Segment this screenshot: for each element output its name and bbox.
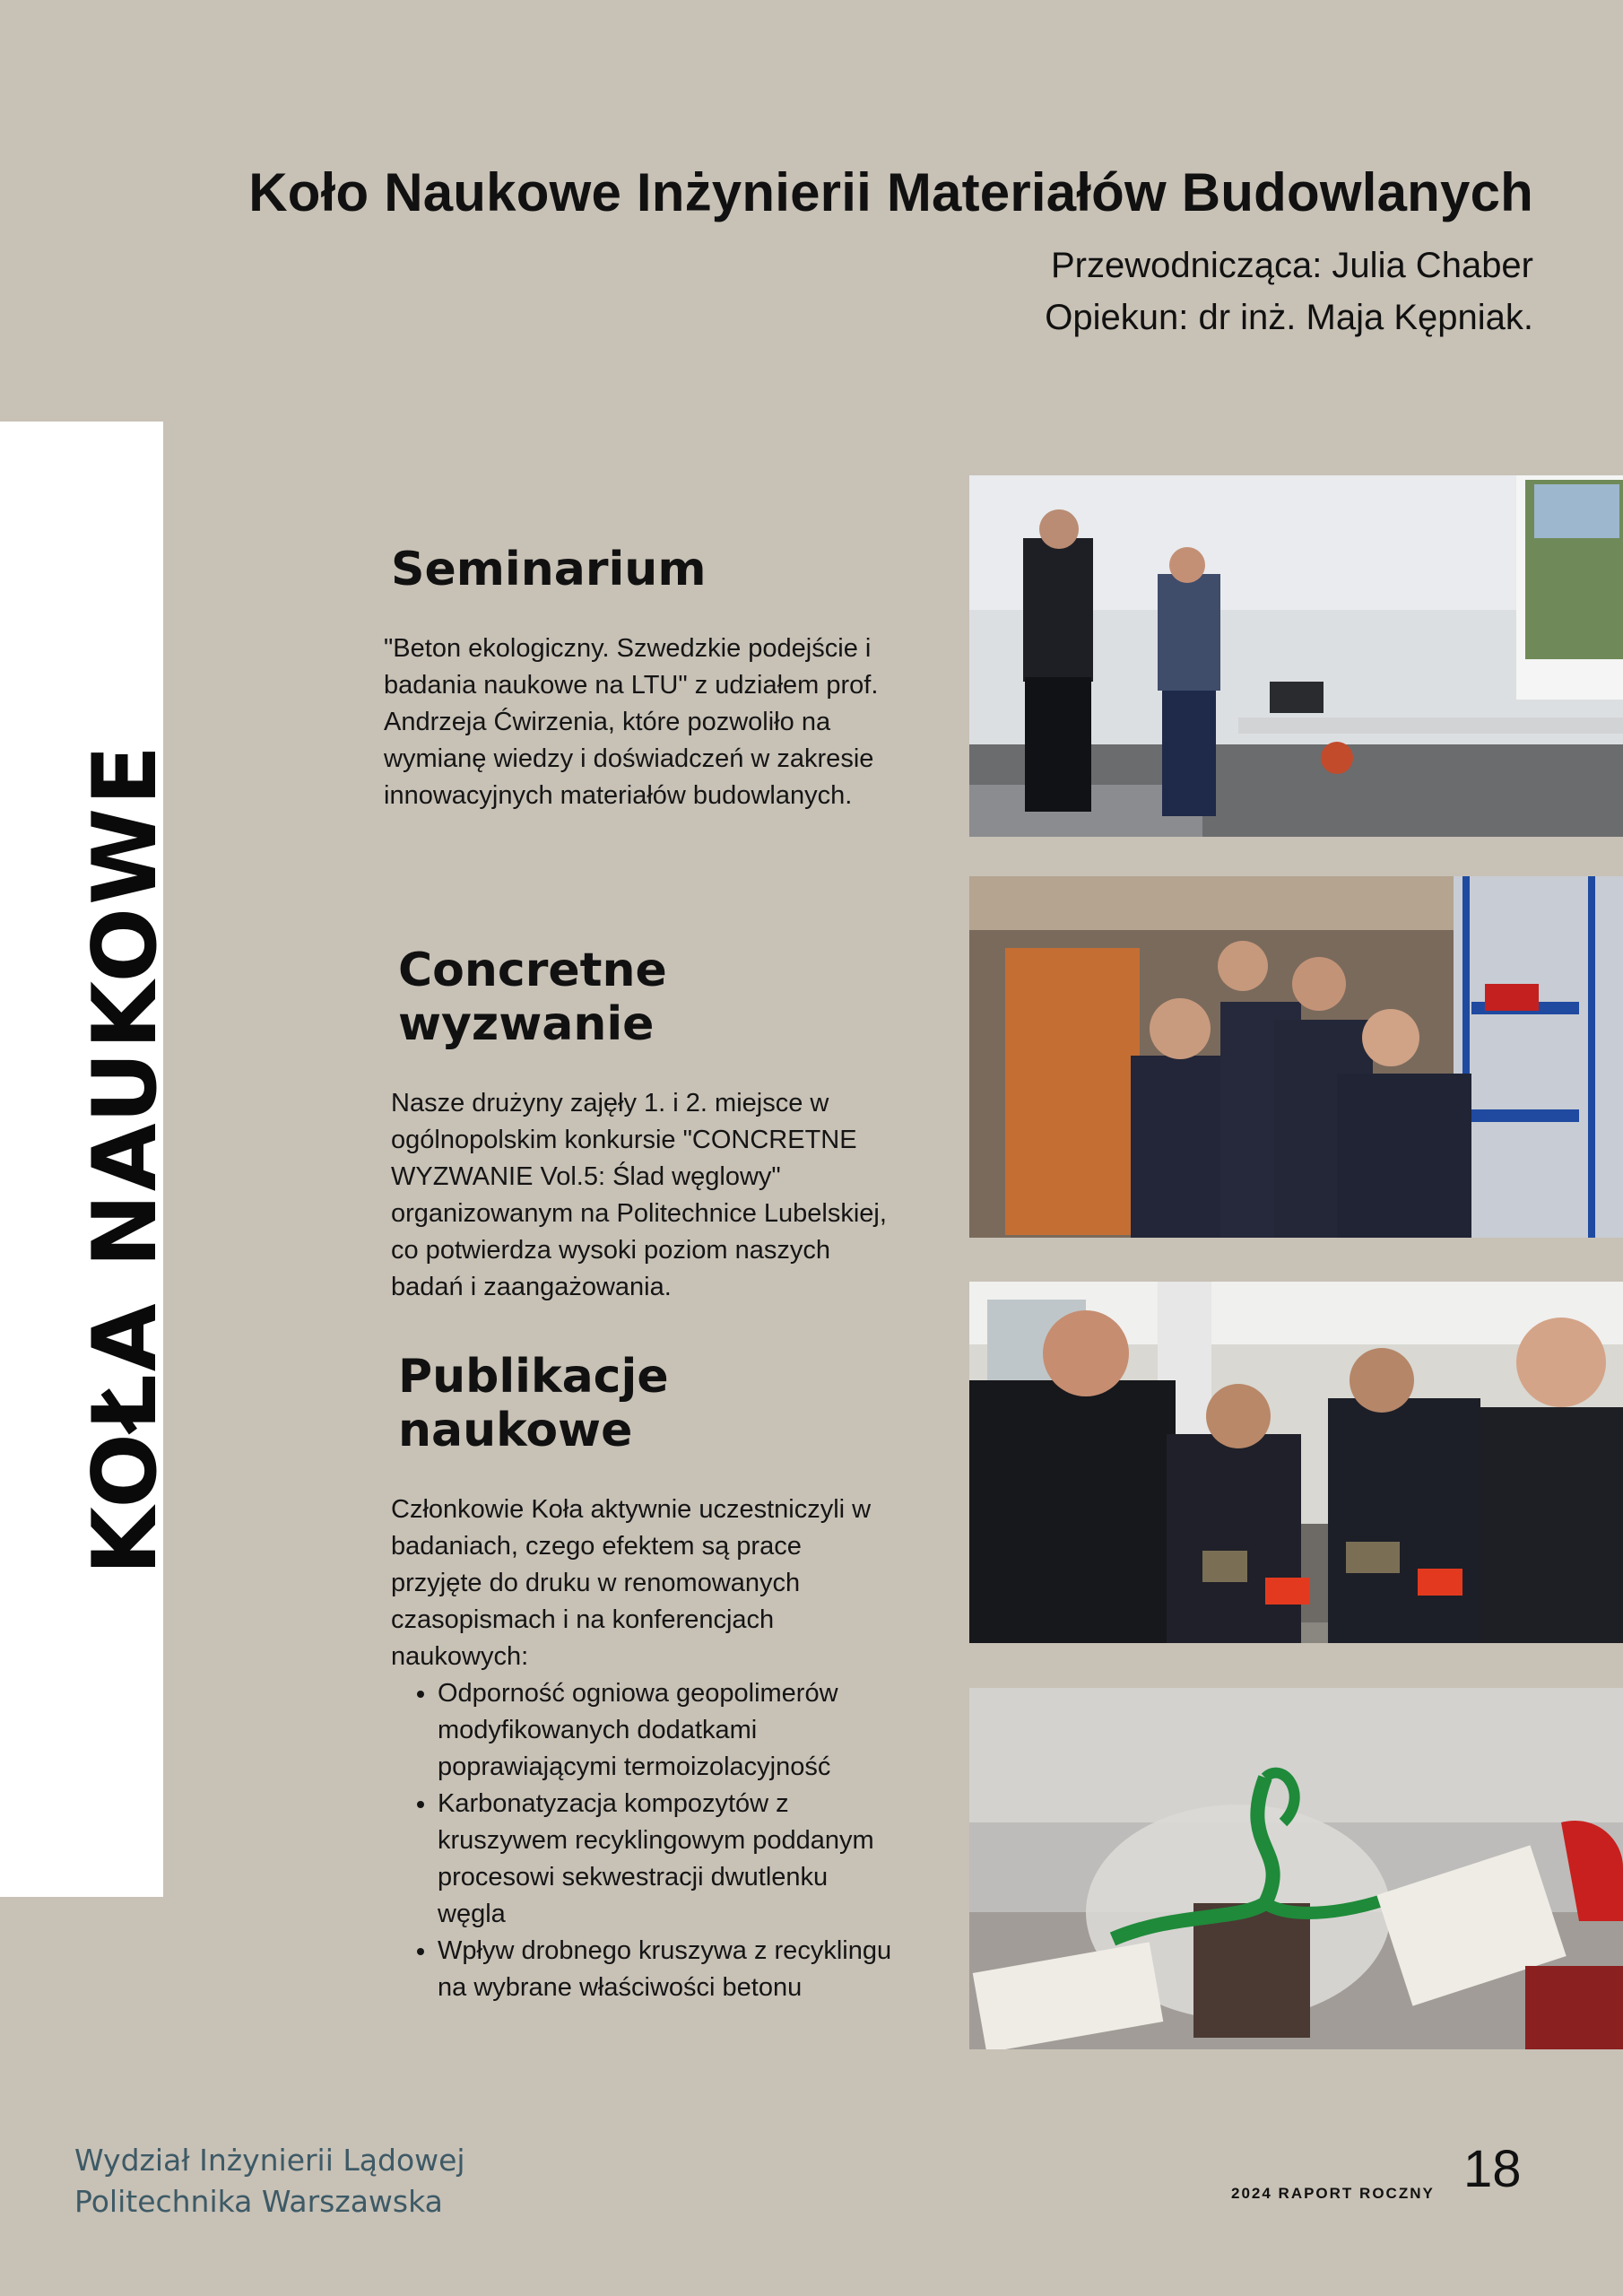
seminar-photo xyxy=(969,475,1623,837)
lab-photo xyxy=(969,1282,1623,1643)
section-seminar xyxy=(384,543,886,814)
report-label: 2024 RAPORT ROCZNY xyxy=(1231,2185,1435,2202)
supervisor-line: Opiekun: dr inż. Maja Kępniak. xyxy=(1045,298,1533,337)
vertical-section-title: KOŁA NAUKOWE xyxy=(74,742,177,1576)
list-item: • Odporność ogniowa geopolimerów modyfikowanych dodatkami poprawiającymi termoizolacyjność xyxy=(438,1675,893,1786)
gifts-photo xyxy=(969,1688,1623,2049)
section-body: "Beton ekologiczny. Szwedzkie podejście i badania naukowe na LTU" z udziałem prof. Andrzeja Ćwirzenia, które pozwoliło na wymianę wiedzy i doświadczeń w zakresie innowacyjnych materiałów budowlanych. xyxy=(384,634,879,810)
section-title: Publikacje naukowe xyxy=(398,1350,669,1457)
team-photo xyxy=(969,876,1623,1238)
page-title: Koło Naukowe Inżynierii Materiałów Budowlanych xyxy=(248,162,1533,222)
university-name: Politechnika Warszawska xyxy=(74,2184,443,2219)
section-publications xyxy=(391,1350,893,2006)
page-header xyxy=(248,161,1533,344)
section-title: Concretne wyzwanie xyxy=(398,944,667,1051)
section-body: Członkowie Koła aktywnie uczestniczyli w badaniach, czego efektem są prace przyjęte do druku w renomowanych czasopismach i na konferencjach naukowych: xyxy=(391,1495,872,1671)
section-body: Nasze drużyny zajęły 1. i 2. miejsce w ogólnopolskim konkursie "CONCRETNE WYZWANIE Vol.5: Ślad węglowy" organizowanym na Politechnice Lubelskiej, co potwierdza wysoki poziom naszych badań i zaangażowania. xyxy=(391,1089,887,1301)
publication-list xyxy=(391,1675,893,2006)
list-item: • Karbonatyzacja kompozytów z kruszywem recyklingowym poddanym procesowi sekwestracji dwutlenku węgla xyxy=(438,1786,893,1933)
section-challenge xyxy=(391,944,893,1306)
section-title: Seminarium xyxy=(391,543,707,596)
page-number: 18 xyxy=(1463,2140,1522,2198)
chair-line: Przewodnicząca: Julia Chaber xyxy=(1050,246,1533,285)
faculty-name: Wydział Inżynierii Lądowej xyxy=(74,2143,465,2178)
footer-organization xyxy=(74,2140,465,2222)
list-item: • Wpływ drobnego kruszywa z recyklingu na wybrane właściwości betonu xyxy=(438,1933,893,2006)
